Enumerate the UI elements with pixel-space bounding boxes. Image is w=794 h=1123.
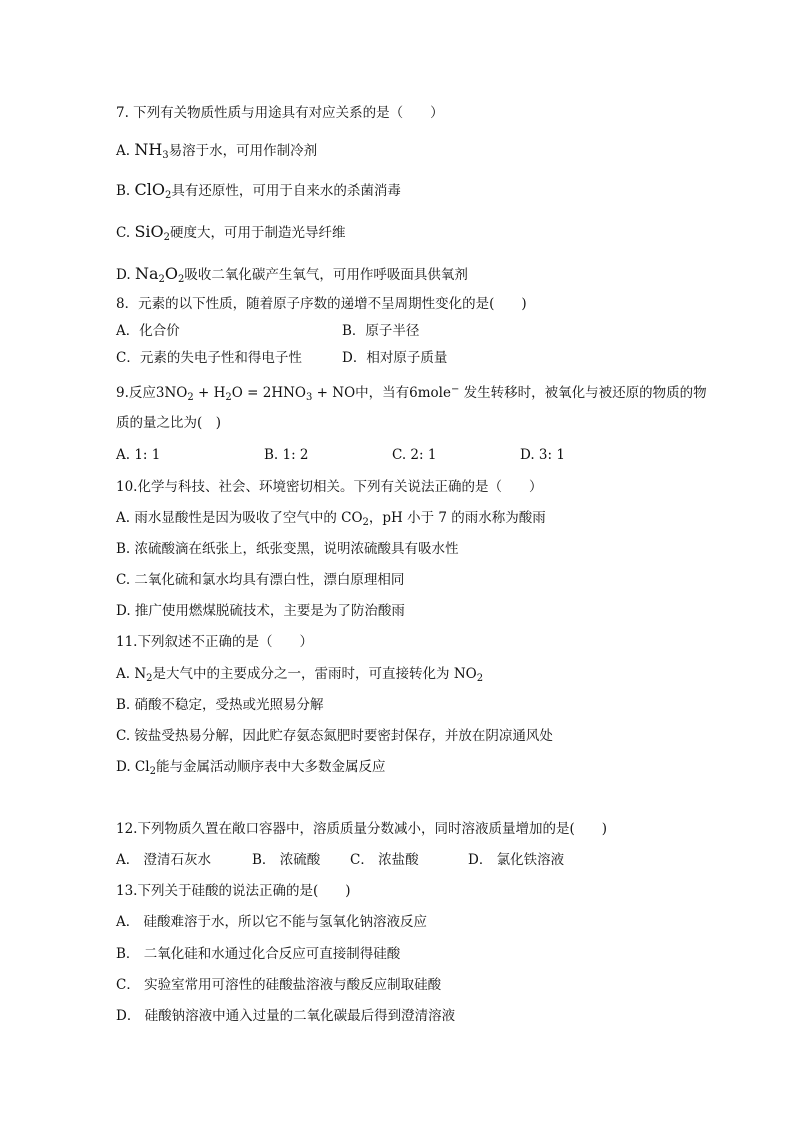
- q13-option-a: A． 硅酸难溶于水，所以它不能与氢氧化钠溶液反应: [116, 914, 428, 930]
- q12-option-c: C． 浓盐酸: [350, 852, 419, 868]
- q13-option-c: C． 实验室常用可溶性的硅酸盐溶液与酸反应制取硅酸: [116, 977, 442, 993]
- text: 能与金属活动顺序表中大多数金属反应: [155, 759, 386, 775]
- subscript: 2: [165, 190, 172, 201]
- q10-option-d: D. 推广使用燃煤脱硫技术，主要是为了防治酸雨: [116, 603, 405, 619]
- text: 9.反应3NO: [116, 385, 188, 401]
- subscript: 3: [162, 150, 169, 161]
- q10-option-c: C. 二氧化硫和氯水均具有漂白性，漂白原理相同: [116, 572, 405, 588]
- q11-option-a: [116, 665, 483, 683]
- text: D. Cl: [116, 759, 150, 775]
- q12-option-d: D． 氯化铁溶液: [468, 852, 565, 868]
- q8-option-b: B．原子半径: [342, 323, 420, 339]
- formula: NH: [134, 140, 163, 159]
- q8-option-d: D．相对原子质量: [342, 350, 448, 366]
- option-text: 易溶于水，可用作制冷剂: [168, 143, 318, 159]
- q12-stem: 12.下列物质久置在敞口容器中，溶质质量分数减小，同时溶液质量增加的是( ): [116, 821, 608, 837]
- q9-option-c: C. 2: 1: [392, 447, 437, 463]
- q9-option-a: A. 1: 1: [116, 447, 161, 463]
- subscript: 2: [163, 232, 171, 243]
- option-label: D.: [116, 267, 135, 283]
- text: ，pH 小于 7 的雨水称为酸雨: [368, 510, 546, 526]
- q10-option-a: [116, 509, 546, 527]
- subscript: 2: [362, 517, 369, 528]
- text: 是大气中的主要成分之一，雷雨时，可直接转化为 NO: [152, 666, 477, 682]
- q13-option-b: B． 二氧化硅和水通过化合反应可直接制得硅酸: [116, 946, 401, 962]
- q9-option-b: B. 1: 2: [264, 447, 309, 463]
- formula: O: [164, 264, 178, 283]
- q12-option-a: A． 澄清石灰水: [116, 852, 212, 868]
- option-label: A.: [116, 143, 135, 159]
- q9-stem-line2: 质的量之比为( ): [116, 415, 222, 431]
- superscript: −: [450, 384, 460, 395]
- q8-option-c: C．元素的失电子性和得电子性: [116, 350, 302, 366]
- q10-option-b: B. 浓硫酸滴在纸张上，纸张变黑，说明浓硫酸具有吸水性: [116, 541, 459, 557]
- q7-option-b: [116, 181, 401, 200]
- q11-option-d: [116, 758, 385, 776]
- formula: ClO: [134, 180, 165, 199]
- formula: SiO: [134, 222, 164, 241]
- q7-option-a: [116, 141, 317, 160]
- formula: Na: [134, 264, 159, 283]
- q9-stem-line1: [116, 384, 707, 402]
- subscript: 2: [158, 274, 165, 285]
- subscript: 2: [149, 766, 156, 777]
- q11-option-c: C. 铵盐受热易分解，因此贮存氨态氮肥时要密封保存，并放在阴凉通风处: [116, 728, 553, 744]
- q9-option-d: D. 3: 1: [520, 447, 565, 463]
- text: O = 2HNO: [231, 385, 306, 401]
- q8-stem: 8．元素的以下性质，随着原子序数的递增不呈周期性变化的是( ): [116, 296, 527, 312]
- text: A. N: [116, 666, 147, 682]
- option-label: C.: [116, 225, 135, 241]
- text: 发生转移时，被氧化与被还原的物质的物: [459, 385, 707, 401]
- q7-option-d: [116, 265, 468, 284]
- q13-option-d: D． 硅酸钠溶液中通入过量的二氧化碳最后得到澄清溶液: [116, 1008, 456, 1024]
- q10-stem: 10.化学与科技、社会、环境密切相关。下列有关说法正确的是（ ）: [116, 479, 543, 495]
- option-text: 硬度大，可用于制造光导纤维: [170, 225, 346, 241]
- text: + NO中，当有6mole: [312, 385, 451, 401]
- q12-option-b: B． 浓硫酸: [252, 852, 321, 868]
- text: + H: [193, 385, 226, 401]
- q11-stem: 11.下列叙述不正确的是（ ）: [116, 634, 313, 650]
- subscript: 2: [476, 673, 484, 684]
- subscript: 2: [177, 274, 185, 285]
- q13-stem: 13.下列关于硅酸的说法正确的是( ): [116, 883, 351, 899]
- option-text: 吸收二氧化碳产生氧气，可用作呼吸面具供氧剂: [184, 267, 468, 283]
- option-label: B.: [116, 183, 135, 199]
- q11-option-b: B. 硝酸不稳定，受热或光照易分解: [116, 697, 324, 713]
- q8-option-a: A．化合价: [116, 323, 180, 339]
- option-text: 具有还原性，可用于自来水的杀菌消毒: [171, 183, 401, 199]
- q7-stem: 7. 下列有关物质性质与用途具有对应关系的是（ ）: [116, 105, 444, 121]
- subscript: 2: [146, 673, 153, 684]
- subscript: 2: [187, 392, 194, 403]
- subscript: 2: [225, 392, 232, 403]
- subscript: 3: [306, 392, 313, 403]
- q7-option-c: [116, 223, 346, 242]
- text: A. 雨水显酸性是因为吸收了空气中的 CO: [116, 510, 363, 526]
